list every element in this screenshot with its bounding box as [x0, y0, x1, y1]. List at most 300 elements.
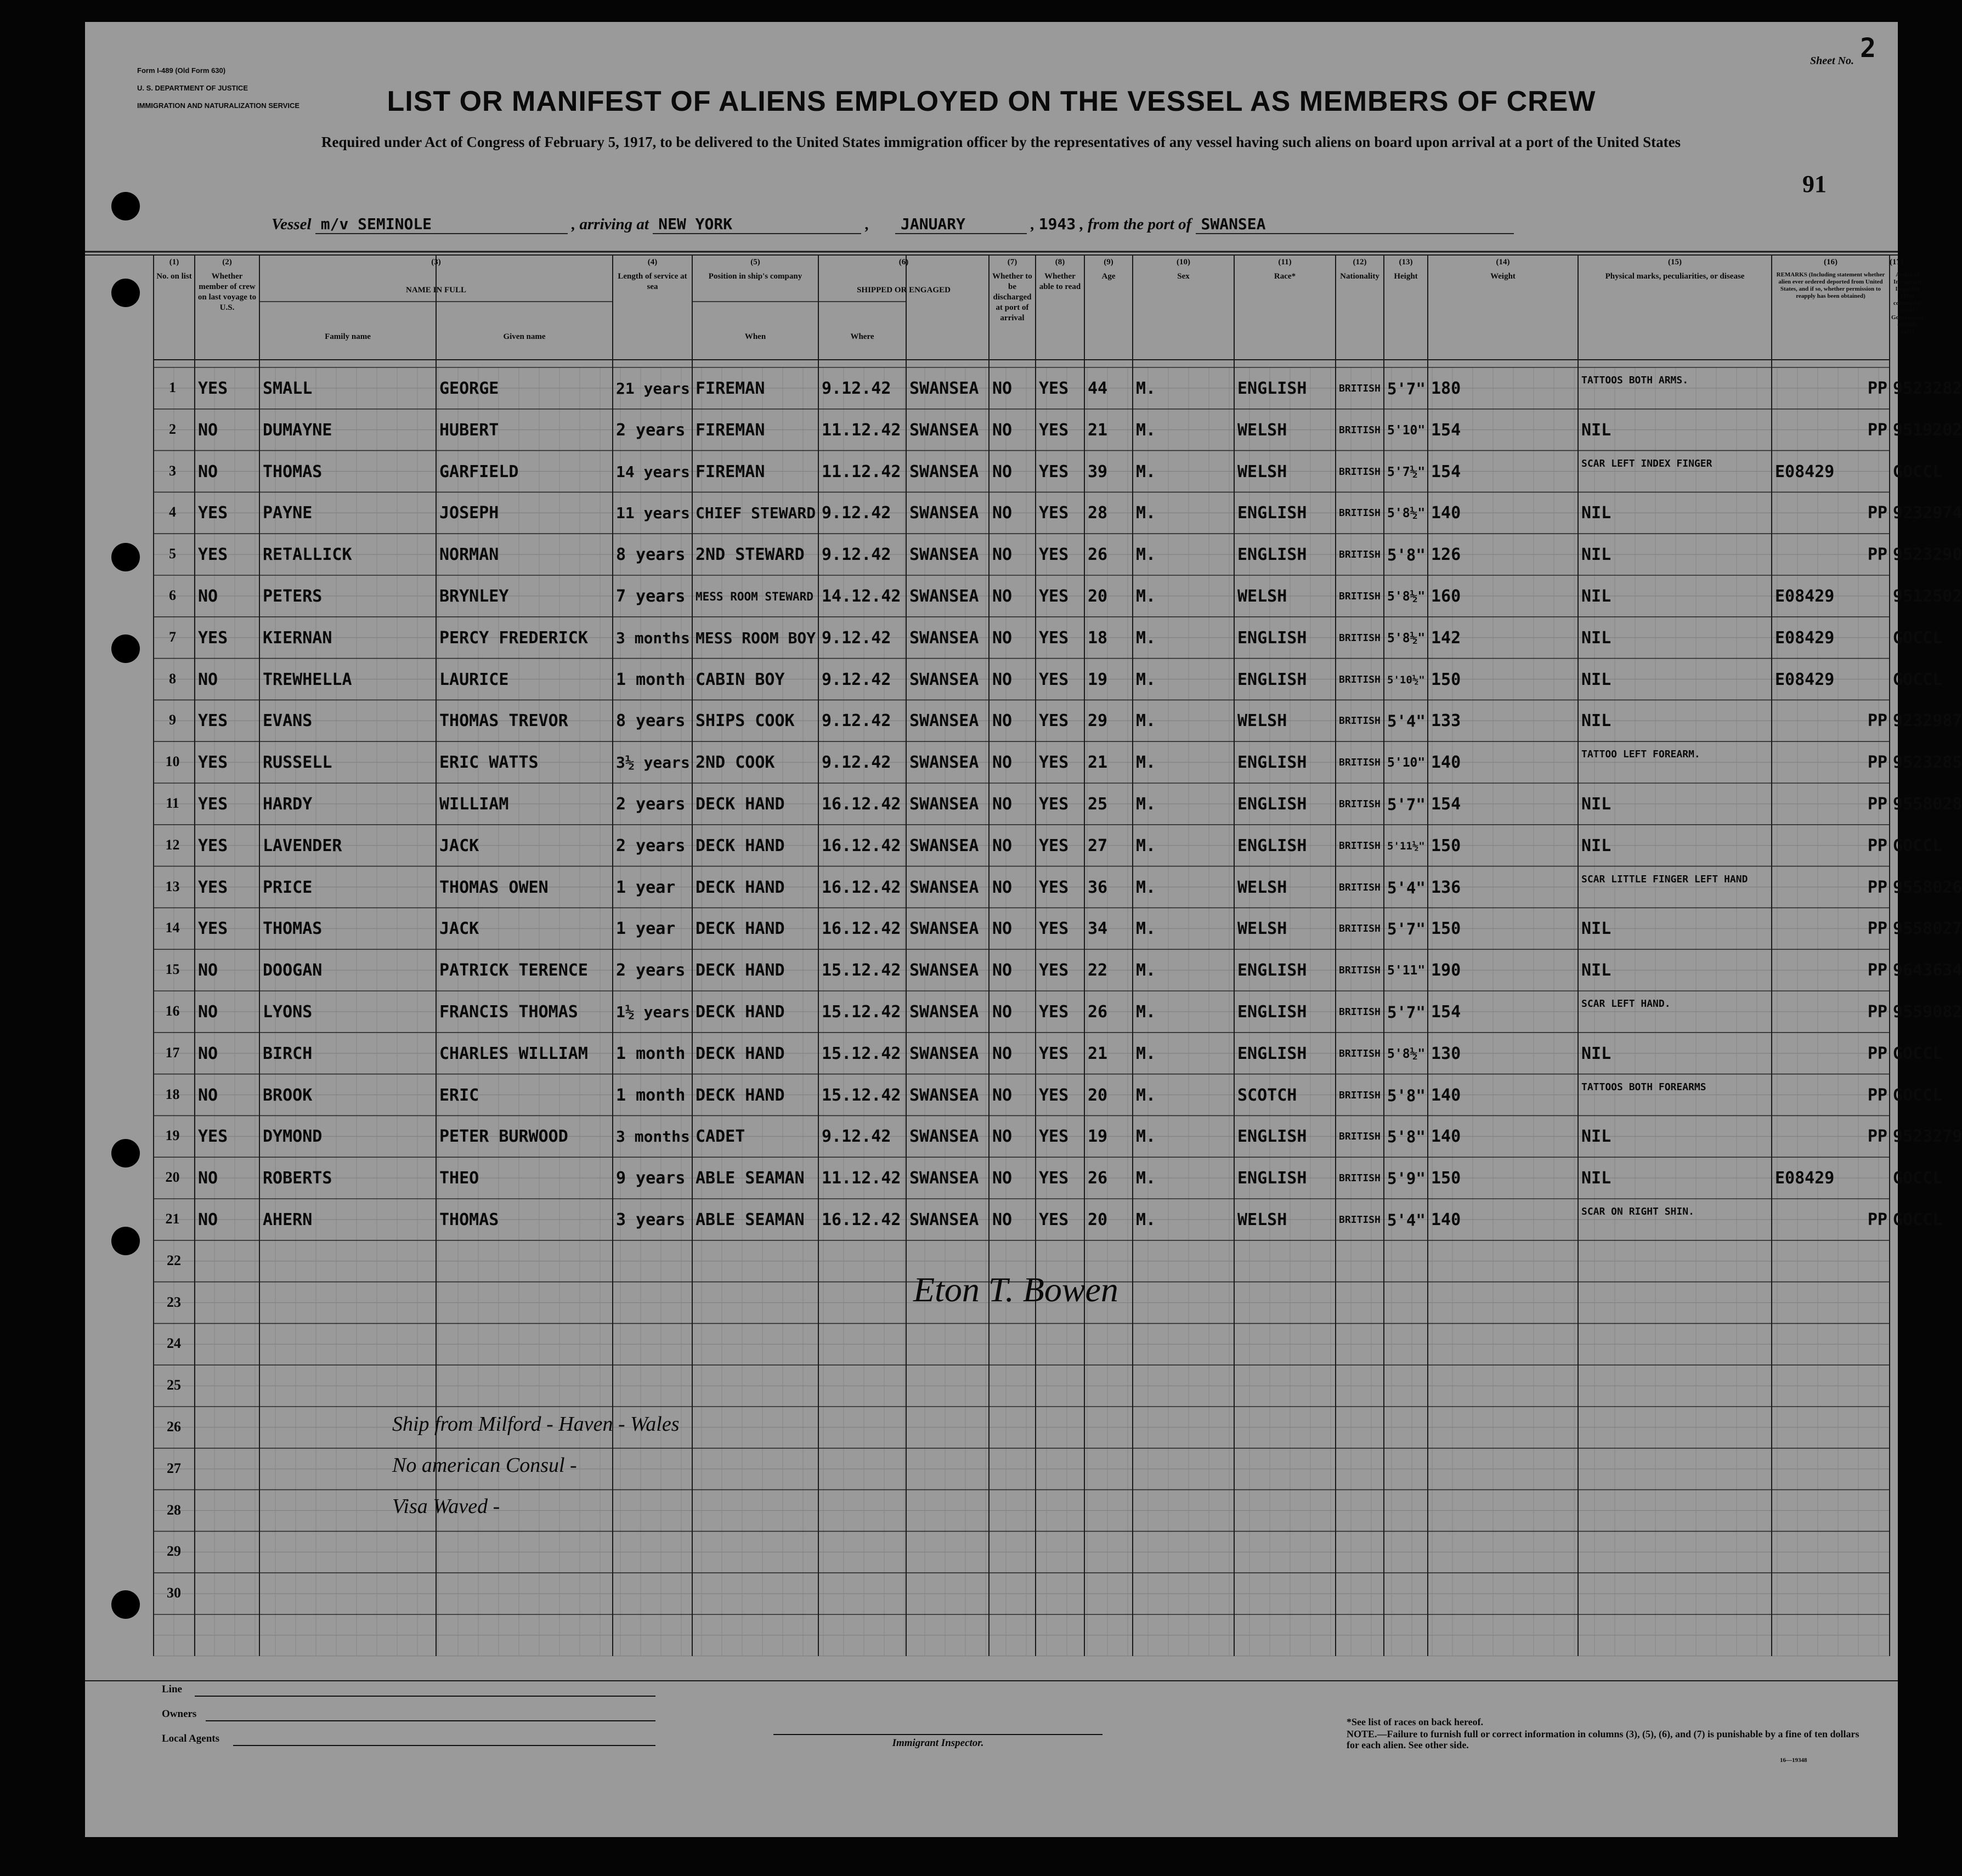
given-name-cell: CHARLES WILLIAM	[439, 1044, 588, 1063]
physical-marks-cell: NIL	[1581, 587, 1612, 606]
age-cell: 20	[1088, 587, 1108, 606]
inspector-action-cell: GOCCL	[1893, 628, 1943, 648]
nationality-cell: BRITISH	[1339, 1214, 1381, 1226]
physical-marks-cell: NIL	[1581, 919, 1612, 939]
given-name-cell: PERCY FREDERICK	[439, 628, 588, 648]
sex-cell: M.	[1136, 1210, 1156, 1229]
given-name-cell: PATRICK TERENCE	[439, 961, 588, 980]
column-number: (1)	[169, 258, 179, 267]
service-cell: 14 years	[616, 462, 690, 481]
read-cell: YES	[1039, 753, 1069, 773]
service-cell: 2 years	[616, 795, 686, 814]
discharge-cell: NO	[992, 628, 1013, 648]
row-number: 21	[165, 1211, 180, 1227]
service-cell: 8 years	[616, 545, 686, 565]
remarks-cell: PP	[1867, 753, 1887, 773]
shipped-when-cell: 16.12.42	[822, 919, 901, 939]
discharge-cell: NO	[992, 753, 1013, 773]
physical-marks-cell: TATTOOS BOTH FOREARMS	[1581, 1081, 1706, 1093]
inspector-action-cell: 9523290	[1893, 545, 1962, 565]
given-name-cell: JACK	[439, 919, 479, 939]
from-label: , from the port of	[1079, 216, 1192, 233]
column-number: (5)	[750, 258, 760, 267]
empty-row-number: 29	[167, 1543, 181, 1560]
sex-cell: M.	[1136, 462, 1156, 481]
shipped-when-cell: 11.12.42	[822, 462, 901, 481]
nationality-cell: BRITISH	[1339, 424, 1381, 436]
race-cell: WELSH	[1237, 877, 1287, 897]
race-cell: WELSH	[1237, 420, 1287, 440]
sheet-number-value: 2	[1860, 33, 1876, 64]
service-cell: 1 month	[616, 670, 686, 689]
row-number: 19	[165, 1127, 180, 1144]
height-cell: 5'7"	[1387, 379, 1426, 398]
column-number: (10)	[1177, 258, 1190, 267]
family-name-cell: RETALLICK	[263, 545, 352, 565]
last-voyage-cell: YES	[198, 545, 228, 565]
page-title: LIST OR MANIFEST OF ALIENS EMPLOYED ON THE VESSEL AS MEMBERS OF CREW	[387, 86, 1596, 117]
sex-cell: M.	[1136, 1127, 1156, 1147]
punch-hole	[111, 192, 140, 220]
physical-marks-cell: SCAR ON RIGHT SHIN.	[1581, 1206, 1694, 1217]
column-header: Sex	[1177, 272, 1190, 281]
race-cell: ENGLISH	[1237, 1127, 1307, 1147]
column-header: NAME IN FULL	[405, 286, 466, 294]
column-number: (9)	[1104, 258, 1113, 267]
physical-marks-cell: NIL	[1581, 628, 1612, 648]
position-cell: CABIN BOY	[696, 670, 785, 689]
last-voyage-cell: YES	[198, 379, 228, 398]
race-cell: ENGLISH	[1237, 670, 1307, 689]
discharge-cell: NO	[992, 379, 1013, 398]
discharge-cell: NO	[992, 1044, 1013, 1063]
column-number: (4)	[647, 258, 658, 267]
height-cell: 5'8½"	[1387, 506, 1426, 521]
inspector-action-cell: 9523279	[1893, 1127, 1962, 1147]
weight-cell: 150	[1431, 670, 1461, 689]
row-number: 2	[169, 421, 176, 437]
shipped-where-cell: SWANSEA	[909, 753, 979, 773]
position-cell: DECK HAND	[696, 1085, 785, 1105]
service-cell: 1½ years	[616, 1003, 690, 1021]
age-cell: 21	[1088, 753, 1108, 773]
physical-marks-cell: NIL	[1581, 545, 1612, 565]
column-header: Action of Immigrant Inspector (This column for use of Government officials only)	[1891, 271, 1924, 335]
column-header: REMARKS (Including statement whether alien ever ordered deported from United States, and if so, whether permission to reapply has been obtained)	[1776, 271, 1885, 299]
nationality-cell: BRITISH	[1339, 1006, 1381, 1018]
nationality-cell: BRITISH	[1339, 923, 1381, 935]
position-cell: DECK HAND	[696, 919, 785, 939]
age-cell: 26	[1088, 545, 1108, 565]
inspector-action-cell: 9558028	[1893, 795, 1962, 814]
position-cell: CADET	[696, 1127, 745, 1147]
service-cell: 3 months	[616, 1127, 690, 1146]
punch-hole	[111, 543, 140, 571]
height-cell: 5'10½"	[1387, 673, 1425, 686]
discharge-cell: NO	[992, 587, 1013, 606]
given-name-cell: JOSEPH	[439, 503, 499, 523]
column-number: (11)	[1278, 258, 1292, 267]
race-cell: ENGLISH	[1237, 503, 1307, 523]
remarks-cell: PP	[1867, 1127, 1887, 1147]
sex-cell: M.	[1136, 628, 1156, 648]
remarks-cell: PP	[1867, 1002, 1887, 1022]
service-cell: 8 years	[616, 711, 686, 731]
weight-cell: 180	[1431, 379, 1461, 398]
arriving-label: , arriving at	[572, 216, 649, 233]
shipped-when-cell: 16.12.42	[822, 795, 901, 814]
last-voyage-cell: YES	[198, 753, 228, 773]
handwritten-notes: Ship from Milford - Haven - Wales No american Consul - Visa Waved -	[392, 1413, 680, 1518]
height-cell: 5'10"	[1387, 423, 1426, 438]
row-number: 15	[165, 961, 180, 978]
height-cell: 5'10"	[1387, 756, 1426, 770]
shipped-when-cell: 16.12.42	[822, 877, 901, 897]
nationality-cell: BRITISH	[1339, 507, 1381, 519]
last-voyage-cell: NO	[198, 1210, 218, 1229]
discharge-cell: NO	[992, 1127, 1013, 1147]
last-voyage-cell: YES	[198, 795, 228, 814]
form-number: Form I-489 (Old Form 630)	[137, 66, 226, 75]
penalty-note: NOTE.—Failure to furnish full or correct information in columns (3), (5), (6), and (7) is punishable by a fine of ten dollars for each alien. See other side.	[1347, 1728, 1859, 1750]
empty-row-number: 28	[167, 1501, 181, 1518]
race-cell: ENGLISH	[1237, 545, 1307, 565]
last-voyage-cell: NO	[198, 670, 218, 689]
column-number: (15)	[1668, 258, 1682, 267]
nationality-cell: BRITISH	[1339, 466, 1381, 478]
column-header: Whether member of crew on last voyage to U.S.	[197, 272, 257, 312]
race-cell: WELSH	[1237, 711, 1287, 731]
remarks-cell: PP	[1867, 1085, 1887, 1105]
sex-cell: M.	[1136, 1002, 1156, 1022]
sex-cell: M.	[1136, 877, 1156, 897]
read-cell: YES	[1039, 1127, 1069, 1147]
last-voyage-cell: YES	[198, 919, 228, 939]
column-number: (6)	[898, 258, 909, 267]
given-name-cell: ERIC	[439, 1085, 479, 1105]
empty-row-number: 25	[167, 1377, 181, 1393]
weight-cell: 140	[1431, 753, 1461, 773]
nationality-cell: BRITISH	[1339, 715, 1381, 727]
column-number: (14)	[1496, 258, 1510, 267]
given-name-cell: THOMAS	[439, 1210, 499, 1229]
read-cell: YES	[1039, 628, 1069, 648]
height-cell: 5'11"	[1387, 963, 1426, 978]
physical-marks-cell: NIL	[1581, 670, 1612, 689]
race-cell: WELSH	[1237, 1210, 1287, 1229]
shipped-where-cell: SWANSEA	[909, 545, 979, 565]
physical-marks-cell: NIL	[1581, 795, 1612, 814]
last-voyage-cell: YES	[198, 877, 228, 897]
row-number: 14	[165, 920, 180, 936]
read-cell: YES	[1039, 587, 1069, 606]
discharge-cell: NO	[992, 1085, 1013, 1105]
column-number: (13)	[1399, 258, 1413, 267]
weight-cell: 140	[1431, 1210, 1461, 1229]
shipped-when-cell: 9.12.42	[822, 711, 891, 731]
race-cell: ENGLISH	[1237, 753, 1307, 773]
row-number: 3	[169, 462, 176, 479]
remarks-cell: E08429	[1775, 587, 1835, 606]
position-cell: CHIEF STEWARD	[696, 504, 816, 523]
height-cell: 5'8½"	[1387, 1046, 1426, 1061]
last-voyage-cell: NO	[198, 462, 218, 481]
race-cell: ENGLISH	[1237, 1169, 1307, 1188]
discharge-cell: NO	[992, 919, 1013, 939]
sex-cell: M.	[1136, 587, 1156, 606]
shipped-when-cell: 11.12.42	[822, 420, 901, 440]
empty-row-number: 23	[167, 1294, 181, 1310]
physical-marks-cell: SCAR LITTLE FINGER LEFT HAND	[1581, 873, 1748, 885]
punch-hole	[111, 1590, 140, 1619]
weight-cell: 190	[1431, 961, 1461, 980]
position-cell: ABLE SEAMAN	[696, 1210, 805, 1229]
service-cell: 2 years	[616, 961, 686, 980]
last-voyage-cell: YES	[198, 1127, 228, 1147]
column-header: Nationality	[1340, 272, 1379, 281]
last-voyage-cell: NO	[198, 961, 218, 980]
nationality-cell: BRITISH	[1339, 383, 1381, 394]
read-cell: YES	[1039, 836, 1069, 855]
physical-marks-cell: NIL	[1581, 711, 1612, 731]
remarks-cell: PP	[1867, 795, 1887, 814]
inspector-action-cell: GOCCL	[1893, 1210, 1943, 1229]
family-name-cell: TREWHELLA	[263, 670, 352, 689]
given-name-cell: WILLIAM	[439, 795, 509, 814]
height-cell: 5'4"	[1387, 878, 1426, 897]
discharge-cell: NO	[992, 795, 1013, 814]
last-voyage-cell: NO	[198, 420, 218, 440]
shipped-when-cell: 9.12.42	[822, 628, 891, 648]
shipped-where-cell: SWANSEA	[909, 420, 979, 440]
nationality-cell: BRITISH	[1339, 549, 1381, 561]
vessel-label: Vessel	[272, 216, 312, 233]
column-number: (8)	[1055, 258, 1065, 267]
shipped-where-cell: SWANSEA	[909, 670, 979, 689]
inspector-action-cell: 9232987	[1893, 711, 1962, 731]
position-cell: 2ND COOK	[696, 753, 775, 773]
read-cell: YES	[1039, 545, 1069, 565]
family-name-cell: AHERN	[263, 1210, 313, 1229]
service-cell: 1 month	[616, 1044, 686, 1063]
nationality-cell: BRITISH	[1339, 1047, 1381, 1059]
punch-hole	[111, 634, 140, 663]
shipped-when-cell: 9.12.42	[822, 545, 891, 565]
column-header: Position in ship's company	[708, 272, 802, 281]
inspector-action-cell: GOCCL	[1893, 1169, 1943, 1188]
shipped-when-cell: 9.12.42	[822, 503, 891, 523]
height-cell: 5'7"	[1387, 920, 1426, 939]
age-cell: 34	[1088, 919, 1108, 939]
family-name-cell: DUMAYNE	[263, 420, 332, 440]
shipped-where-cell: SWANSEA	[909, 1085, 979, 1105]
local-agents-label: Local Agents	[162, 1733, 220, 1744]
given-name-cell: PETER BURWOOD	[439, 1127, 568, 1147]
service-cell: 2 years	[616, 420, 686, 440]
shipped-when-cell: 15.12.42	[822, 1044, 901, 1063]
position-cell: SHIPS COOK	[696, 711, 795, 731]
height-cell: 5'7"	[1387, 1003, 1426, 1022]
shipped-where-cell: SWANSEA	[909, 462, 979, 481]
family-name-cell: LAVENDER	[263, 836, 342, 855]
discharge-cell: NO	[992, 545, 1013, 565]
last-voyage-cell: NO	[198, 1044, 218, 1063]
remarks-cell: E08429	[1775, 462, 1835, 481]
print-code: 16—19348	[1780, 1757, 1807, 1764]
sex-cell: M.	[1136, 711, 1156, 731]
shipped-when-cell: 9.12.42	[822, 753, 891, 773]
shipped-where-cell: SWANSEA	[909, 1044, 979, 1063]
row-number: 9	[169, 712, 176, 728]
page-number: 91	[1802, 171, 1827, 197]
service-cell: 1 month	[616, 1085, 686, 1105]
shipped-where-cell: SWANSEA	[909, 503, 979, 523]
sex-cell: M.	[1136, 961, 1156, 980]
row-number: 4	[169, 504, 176, 520]
weight-cell: 142	[1431, 628, 1461, 648]
age-cell: 25	[1088, 795, 1108, 814]
empty-row-number: 22	[167, 1252, 181, 1268]
sex-cell: M.	[1136, 545, 1156, 565]
given-name-cell: THOMAS TREVOR	[439, 711, 568, 731]
discharge-cell: NO	[992, 503, 1013, 523]
discharge-cell: NO	[992, 420, 1013, 440]
column-header: Race*	[1274, 272, 1296, 281]
weight-cell: 136	[1431, 877, 1461, 897]
shipped-where-cell: SWANSEA	[909, 628, 979, 648]
read-cell: YES	[1039, 420, 1069, 440]
sex-cell: M.	[1136, 379, 1156, 398]
remarks-cell: PP	[1867, 961, 1887, 980]
read-cell: YES	[1039, 1210, 1069, 1229]
shipped-where-cell: SWANSEA	[909, 877, 979, 897]
physical-marks-cell: SCAR LEFT HAND.	[1581, 998, 1671, 1010]
remarks-cell: E08429	[1775, 1169, 1835, 1188]
empty-row-number: 24	[167, 1335, 181, 1352]
empty-row-number: 30	[167, 1585, 181, 1601]
physical-marks-cell: TATTOOS BOTH ARMS.	[1581, 375, 1689, 386]
column-header: Age	[1101, 272, 1116, 281]
row-number: 11	[166, 795, 179, 811]
row-number: 17	[165, 1044, 180, 1061]
punch-hole	[111, 279, 140, 307]
discharge-cell: NO	[992, 711, 1013, 731]
row-number: 5	[169, 546, 176, 562]
nationality-cell: BRITISH	[1339, 798, 1381, 810]
read-cell: YES	[1039, 711, 1069, 731]
physical-marks-cell: NIL	[1581, 961, 1612, 980]
owners-label: Owners	[162, 1708, 197, 1720]
weight-cell: 140	[1431, 1085, 1461, 1105]
nationality-cell: BRITISH	[1339, 591, 1381, 602]
read-cell: YES	[1039, 961, 1069, 980]
row-number: 20	[165, 1169, 180, 1186]
line-field	[195, 1696, 655, 1697]
last-voyage-cell: YES	[198, 628, 228, 648]
inspector-signature-line	[773, 1734, 1102, 1735]
service: IMMIGRATION AND NATURALIZATION SERVICE	[137, 101, 300, 110]
discharge-cell: NO	[992, 961, 1013, 980]
remarks-cell: E08429	[1775, 628, 1835, 648]
discharge-cell: NO	[992, 877, 1013, 897]
given-name-cell: FRANCIS THOMAS	[439, 1002, 578, 1022]
manifest-sheet	[85, 22, 1962, 1837]
discharge-cell: NO	[992, 836, 1013, 855]
departure-port: SWANSEA	[1196, 215, 1514, 234]
height-cell: 5'8½"	[1387, 631, 1426, 645]
remarks-cell: PP	[1867, 379, 1887, 398]
race-cell: WELSH	[1237, 919, 1287, 939]
physical-marks-cell: NIL	[1581, 503, 1612, 523]
given-name-cell: THOMAS OWEN	[439, 877, 549, 897]
given-name-cell: BRYNLEY	[439, 587, 509, 606]
inspector-action-cell: GOCCL	[1893, 1044, 1943, 1063]
race-cell: ENGLISH	[1237, 961, 1307, 980]
height-cell: 5'8"	[1387, 1086, 1426, 1105]
given-name-cell: GEORGE	[439, 379, 499, 398]
age-cell: 36	[1088, 877, 1108, 897]
sub-header: Where	[850, 332, 874, 341]
last-voyage-cell: NO	[198, 587, 218, 606]
service-cell: 7 years	[616, 587, 686, 606]
department: U. S. DEPARTMENT OF JUSTICE	[137, 84, 248, 92]
inspector-action-cell: GOCCL	[1893, 836, 1943, 855]
nationality-cell: BRITISH	[1339, 632, 1381, 644]
discharge-cell: NO	[992, 462, 1013, 481]
column-number: (12)	[1353, 258, 1367, 267]
family-name-cell: SMALL	[263, 379, 313, 398]
service-cell: 9 years	[616, 1169, 686, 1188]
height-cell: 5'8"	[1387, 1127, 1426, 1147]
shipped-when-cell: 16.12.42	[822, 1210, 901, 1229]
given-name-cell: HUBERT	[439, 420, 499, 440]
given-name-cell: GARFIELD	[439, 462, 519, 481]
sub-header: Given name	[503, 332, 546, 341]
line-label: Line	[162, 1684, 182, 1695]
shipped-where-cell: SWANSEA	[909, 961, 979, 980]
remarks-cell: PP	[1867, 877, 1887, 897]
age-cell: 21	[1088, 1044, 1108, 1063]
weight-cell: 154	[1431, 462, 1461, 481]
age-cell: 21	[1088, 420, 1108, 440]
given-name-cell: NORMAN	[439, 545, 499, 565]
empty-row-number: 26	[167, 1419, 181, 1435]
local-agents-field	[233, 1745, 655, 1746]
nationality-cell: BRITISH	[1339, 1172, 1381, 1184]
weight-cell: 140	[1431, 1127, 1461, 1147]
service-cell: 11 years	[616, 504, 690, 523]
age-cell: 26	[1088, 1169, 1108, 1188]
age-cell: 20	[1088, 1210, 1108, 1229]
sex-cell: M.	[1136, 670, 1156, 689]
shipped-when-cell: 15.12.42	[822, 1002, 901, 1022]
last-voyage-cell: NO	[198, 1169, 218, 1188]
family-name-cell: EVANS	[263, 711, 313, 731]
row-number: 12	[165, 836, 180, 853]
shipped-where-cell: SWANSEA	[909, 711, 979, 731]
discharge-cell: NO	[992, 1169, 1013, 1188]
inspector-action-cell: 9558026	[1893, 877, 1962, 897]
position-cell: MESS ROOM STEWARD	[696, 590, 813, 603]
column-number: (3)	[431, 258, 441, 267]
remarks-cell: PP	[1867, 420, 1887, 440]
position-cell: MESS ROOM BOY	[696, 628, 816, 647]
column-header: Whether to be discharged at port of arrival	[992, 272, 1032, 322]
nationality-cell: BRITISH	[1339, 840, 1381, 852]
family-name-cell: BIRCH	[263, 1044, 313, 1063]
position-cell: FIREMAN	[696, 462, 765, 481]
weight-cell: 154	[1431, 420, 1461, 440]
